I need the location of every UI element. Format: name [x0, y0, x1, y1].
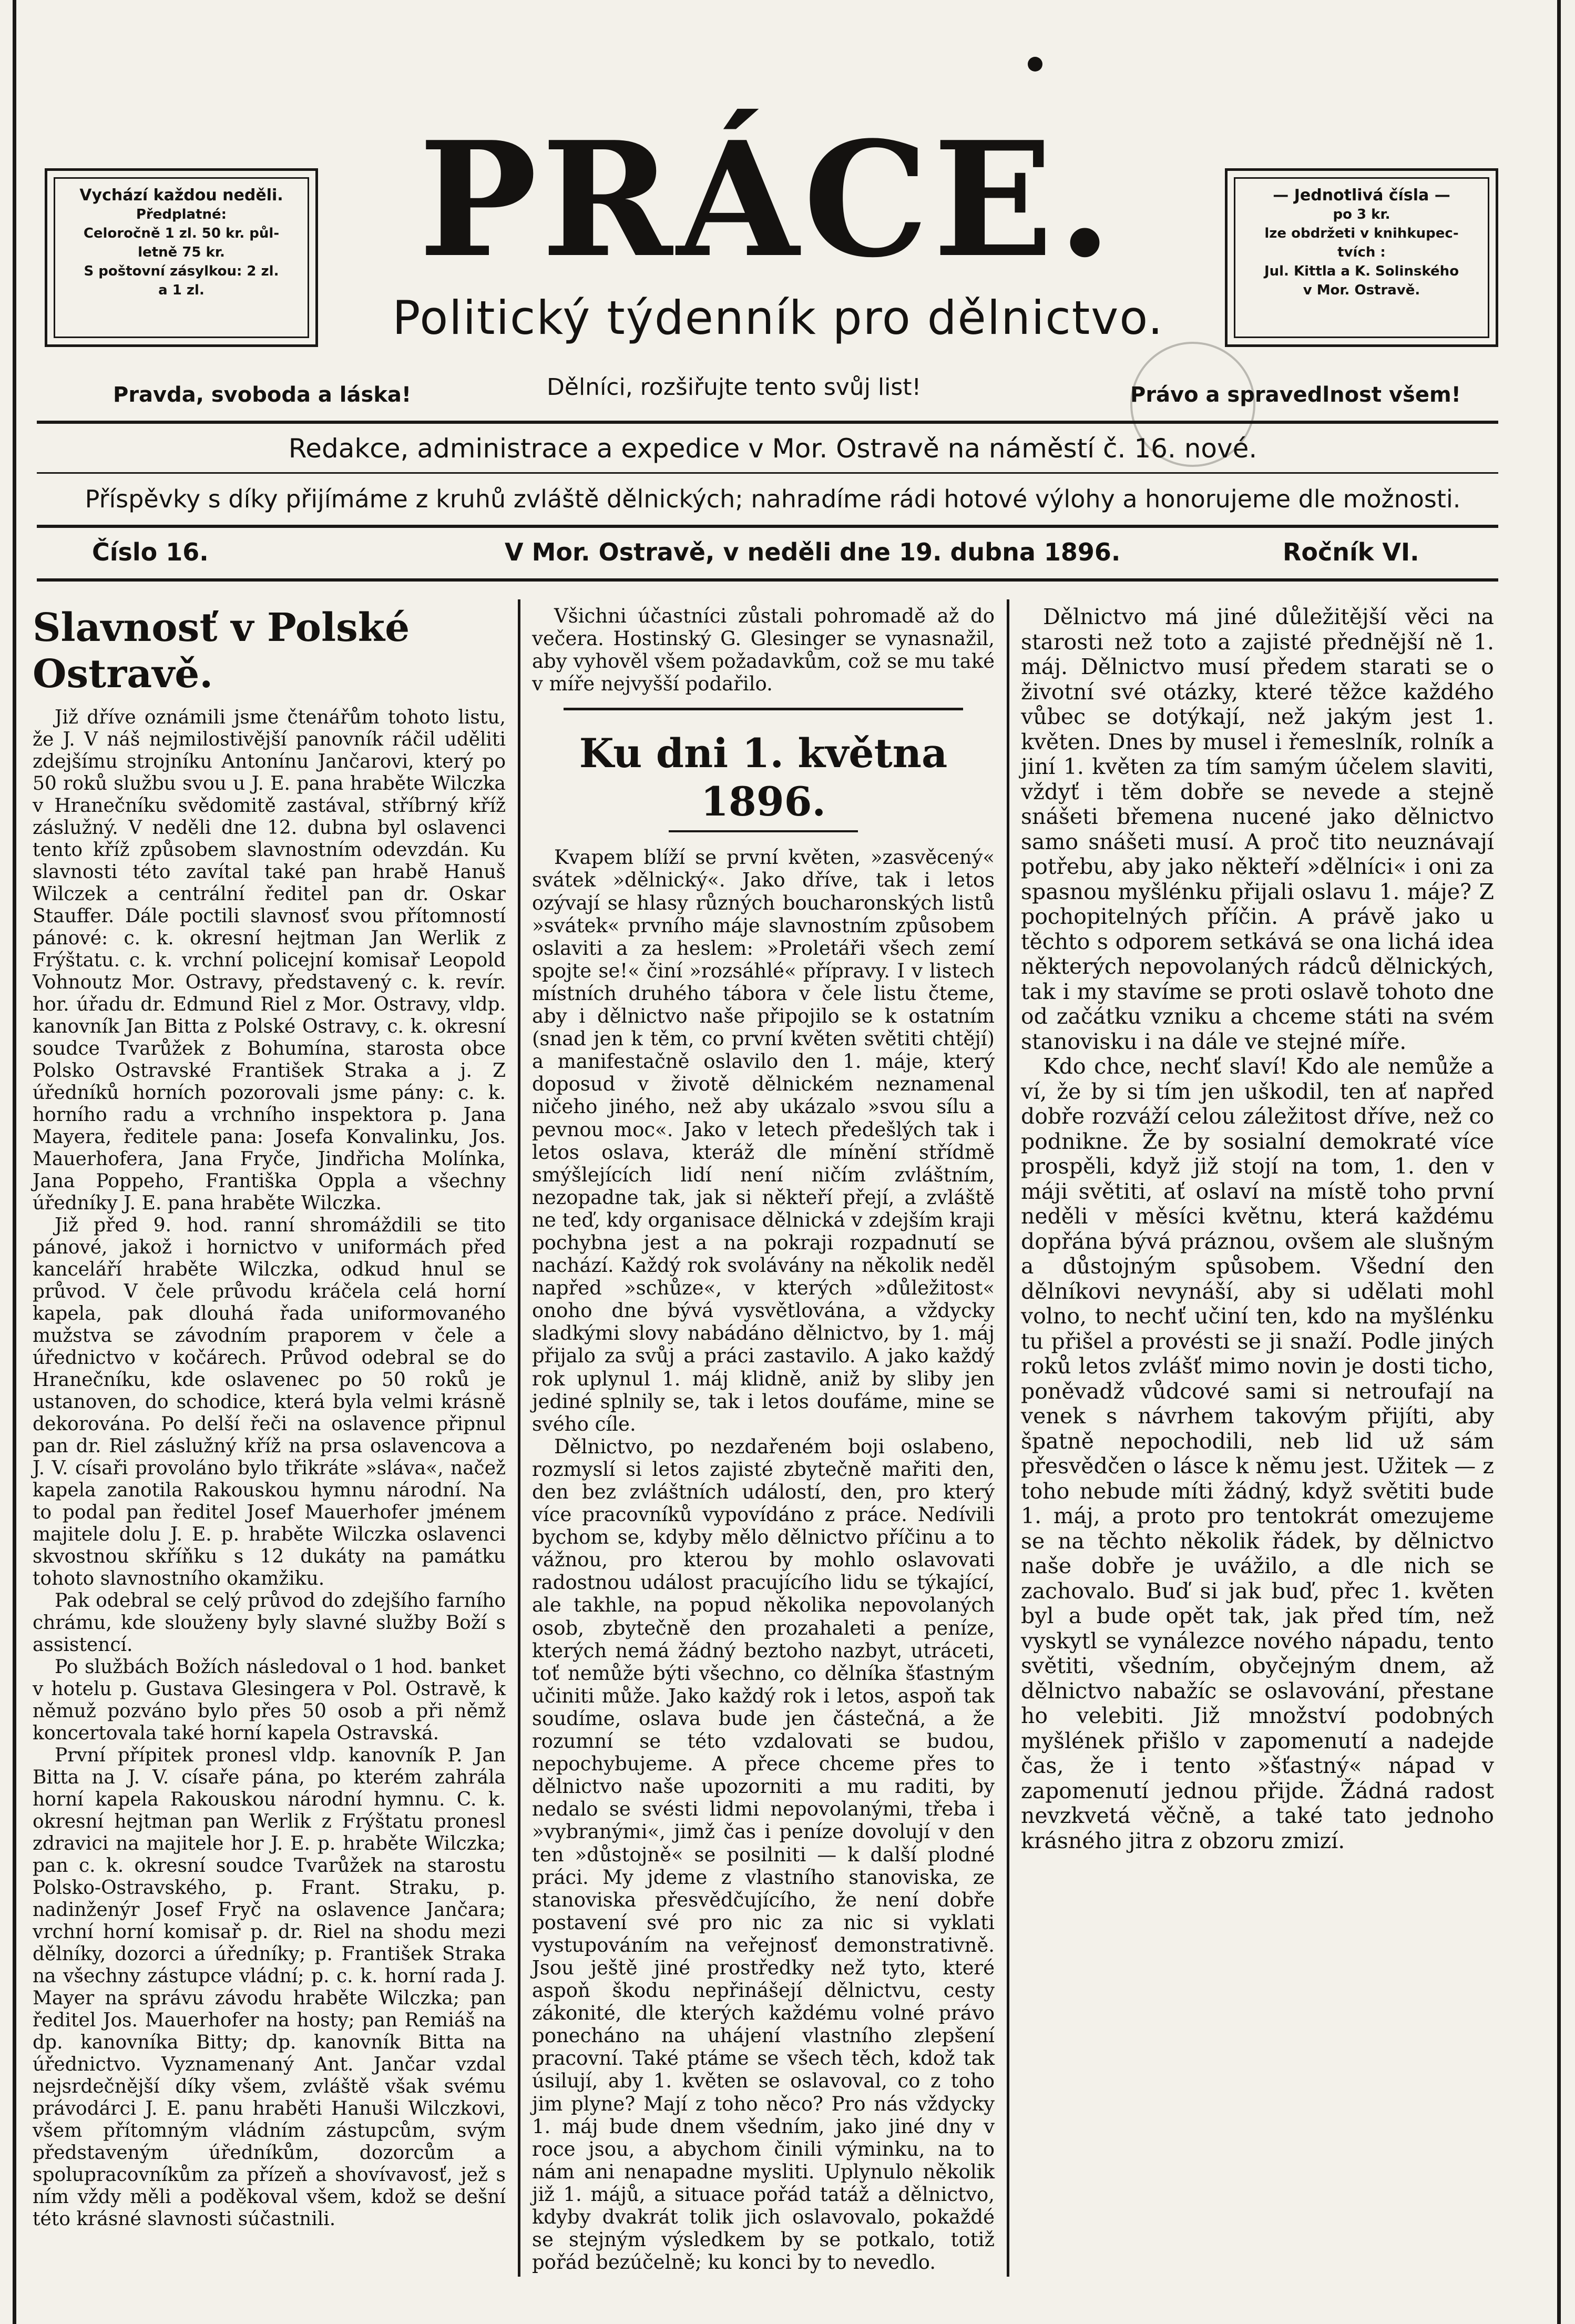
- single-copy-line: v Mor. Ostravě.: [1303, 282, 1420, 298]
- article-1-paragraph: Pak odebral se celý průvod do zdejšího farního chrámu, kde slouženy byly slavné služby Boží s assistencí.: [33, 1590, 506, 1656]
- article-1-paragraph: Všichni účastníci zůstali pohromadě až do večera. Hostinský G. Glesinger se vynasnažil, aby vyhověl všem požadavkům, což se mu také v míře nejvyšší podařilo.: [532, 605, 995, 696]
- column-divider: [518, 599, 520, 2277]
- column-1: [33, 605, 506, 2230]
- newspaper-title: PRÁCE.: [418, 107, 1117, 292]
- subscription-line: Celoročně 1 zl. 50 kr. půl-: [83, 226, 280, 241]
- subscription-box: [45, 168, 318, 347]
- article-2-title: Ku dni 1. května 1896.: [579, 730, 948, 825]
- issue-date: V Mor. Ostravě, v neděli dne 19. dubna 1896.: [505, 538, 1121, 566]
- single-copy-line: tvích :: [1337, 244, 1386, 260]
- article-1-paragraph: Po službách Božích následoval o 1 hod. banket v hotelu p. Gustava Glesingera v Pol. Ostravě, k němuž pozváno bylo přes 50 osob a při němž koncertovala také horní kapela Ostravská.: [33, 1656, 506, 1744]
- address-line: Redakce, administrace a expedice v Mor. Ostravě na náměstí č. 16. nové.: [288, 433, 1257, 464]
- right-border-line: [1557, 0, 1561, 2324]
- article-separator: [564, 708, 963, 710]
- column-2: [532, 605, 995, 2274]
- left-border-line: [13, 0, 16, 2324]
- issue-rule-bottom: [37, 578, 1498, 582]
- issue-rule-top: [37, 525, 1498, 528]
- ink-dot: [1028, 57, 1042, 72]
- article-1-paragraph: Již před 9. hod. ranní shromáždili se tito pánové, jakož i hornictvo v uniformách před kanceláří hraběte Wilczka, odkud hnul se průvod. V čele průvodu kráčela celá horní kapela, pak dlouhá řada uniformovaného mužstva se závodním praporem v čele a úřednictvo v kočárech. Průvod odebral se do Hranečníku, kde oslavenec po 50 roků je ustanoven, do schodice, která byla velmi krásně dekorována. Po delší řeči na oslavence připnul pan dr. Riel záslužný kříž na prsa oslavencova a J. V. císaři provoláno bylo třikráte »sláva«, načež kapela zanotila Rakouskou hymnu národní. Na to podal pan ředitel Josef Mauerhofer jménem majitele dolu J. E. p. hraběte Wilczka oslavenci skvostnou skříňku s 12 dukáty na památku tohoto slavnostního okamžiku.: [33, 1215, 506, 1589]
- column-3: [1021, 605, 1494, 1853]
- article-2-paragraph: Dělnictvo má jiné důležitější věci na starosti než toto a zajisté přednější ně 1. máj. Dělnictvo musí předem starati se o životní své otázky, které těžce každého vůbec se dotýkají, než jakým jest 1. květen. Dnes by musel i řemeslník, rolník a jiní 1. květen za tím samým účelem slaviti, vždyť i těm dobře se nevede a stejně snášeti břemena nucené jako dělnictvo samo snášeti musí. A proč tito neuznávají potřebu, aby jako někteří »dělníci« i oni za spasnou myšlénku přijali oslavu 1. máje? Z pochopitelných příčin. A právě jako u těchto s odporem setkává se ona lichá idea některých nepovolaných rádců dělnických, tak i my stavíme se proti oslavě tohoto dne od začátku vzniku a chceme státi na svém stanovisku i na dále ve stejné míře.: [1021, 604, 1494, 1054]
- motto-left: Pravda, svoboda a láska!: [113, 383, 412, 407]
- article-1-title: Slavnosť v Polské Ostravě.: [33, 605, 410, 697]
- article-2-paragraph: Kdo chce, nechť slaví! Kdo ale nemůže a ví, že by si tím jen uškodil, ten ať napřed dobře rozváží celou záležitost dříve, než co podnikne. Že by sosialní demokraté více prospěli, když již stojí na tom, 1. den v máji světiti, ať oslaví na místě toho první neděli v měsíci květnu, která každému dopřána bývá práznou, ovšem ale slušným a důstojným spůsobem. Všední den dělníkovi nevynáší, aby si udělati mohl volno, to nechť učiní ten, kdo na myšlénku tu přišel a provésti se ji snaží. Podle jiných roků letos zvlášť mimo novin je dosti ticho, poněvadž vůdcové sami si netroufají na venek s návrhem takovým přijíti, aby špatně nepochodili, neb lid už sám přesvědčen o lásce k němu jest. Užitek — z toho nebude míti žádný, když světiti bude 1. máj, a proto pro tentokrát omezujeme se na těchto několik řádek, by dělnictvo naše dobře je uvážilo, a dle nich se zachovalo. Buď si jak buď, přec 1. květen byl a bude opět tak, jak před tím, než vyskytl se vynálezce nového nápadu, tento světiti, všedním, obyčejným dnem, až dělnictvo nabažíc se oslavování, přestane ho velebiti. Již množství podobných myšlének přišlo v zapomenutí a nadejde čas, že i tento »šťastný« nápad v zapomenutí jednou přijde. Žádná radost nevzkvetá věčně, a také tato jednoho krásného jitra z obzoru zmizí.: [1021, 1054, 1494, 1853]
- subscription-line: Vychází každou neděli.: [79, 186, 283, 205]
- masthead-rule: [37, 421, 1498, 424]
- subscription-line: a 1 zl.: [158, 282, 204, 298]
- single-copy-box: [1225, 168, 1498, 347]
- single-copy-line: po 3 kr.: [1333, 207, 1390, 222]
- article-2-paragraph: Dělnictvo, po nezdařeném boji oslabeno, rozmyslí si letos zajisté zbytečně mařiti den, den bez zvláštních událostí, den, pro který více pracovníků vypovídáno z práce. Nedívili bychom se, kdyby mělo dělnictvo příčinu a to vážnou, pro kterou by mohlo oslavovati radostnou událost pracujícího lidu se týkající, ale takhle, na popud několika nepovolaných osob, zbytečně den prozahaleti a peníze, kterých nemá žádný beztoho nazbyt, utráceti, toť nemůže býti všechno, co dělníka šťastným učiniti může. Jako každý rok i letos, aspoň tak soudíme, oslava bude jen částečná, a že rozumní se této vzdalovati se budou, nepochybujeme. A přece chceme přes to dělnictvo naše upozorniti a mu raditi, by nedalo se svésti lidmi nepovolanými, třeba i »vybranými«, jimž čas i peníze dovolují v den ten »důstojně« se posilniti — k další plodné práci. My jdeme z vlastního stanoviska, ze stanoviska přesvědčujícího, že není dobře postavení své pro nic za nic si vyklati vystupováním na veřejnosť demonstrativně. Jsou ještě jiné prostředky než tyto, které aspoň škodu nepřinášejí dělnictvu, cesty zákonité, dle kterých každému volné právo ponecháno na uhájení vlastního zlepšení pracovní. Také ptáme se všech těch, kdož tak úsilují, aby 1. květen se oslavoval, co z toho jim plyne? Mají z toho něco? Pro nás vždycky 1. máj bude dnem všedním, jako jiné dny v roce jsou, a abychom činili výminku, na to nám ani nenapadne mysliti. Uplynulo několik již 1. májů, a situace pořád tatáž a dělnictvo, kdyby dvakrát tolik jich oslavovalo, pokaždé se stejným výsledkem by se potkalo, totiž pořád bezúčelně; ku konci by to nevedlo.: [532, 1435, 995, 2274]
- article-1-paragraph: Již dříve oznámili jsme čtenářům tohoto listu, že J. V náš nejmilostivější panovník ráčil uděliti zdejšímu strojníku Antonínu Jančarovi, který po 50 roků službu svou u J. E. pana hraběte Wilczka v Hranečníku svědomitě zastával, stříbrný kříž záslužný. V neděli dne 12. dubna byl oslavenci tento kříž způsobem slavnostním odevzdán. Ku slavnosti této zavítal také pan hrabě Hanuš Wilczek a centrální ředitel pan dr. Oskar Stauffer. Dále poctili slavnosť svou přítomností pánové: c. k. okresní hejtman Jan Werlik z Frýštatu. c. k. vrchní policejní komisař Leopold Vohnoutz Mor. Ostravy, představený c. k. revír. hor. úřadu dr. Edmund Riel z Mor. Ostravy, vldp. kanovník Jan Bitta z Polské Ostravy, c. k. okresní soudce Tvarůžek z Bohumína, starosta obce Polsko Ostravské František Straka a j. Z úředníků horních pozorovali jsme pány: c. k. horního radu a vrchního inspektora p. Jana Mayera, ředitele pana: Josefa Konvalinku, Jos. Mauerhofera, Jana Fryče, Jindřicha Molínka, Jana Poppeho, Františka Oppla a všechny úředníky J. E. pana hraběte Wilczka.: [33, 707, 506, 1214]
- address-rule: [37, 472, 1498, 474]
- subscription-line: letně 75 kr.: [138, 244, 225, 260]
- subscription-line: S poštovní zásylkou: 2 zl.: [84, 263, 279, 279]
- column-divider: [1007, 599, 1009, 2277]
- motto-center: Dělníci, rozšiřujte tento svůj list!: [547, 374, 922, 401]
- issue-volume: Ročník VI.: [1283, 538, 1419, 566]
- single-copy-line: lze obdržeti v knihkupec-: [1264, 226, 1459, 241]
- contributions-line: Příspěvky s díky přijímáme z kruhů zvláště dělnických; nahradíme rádi hotové výlohy a honorujeme dle možnosti.: [85, 485, 1461, 513]
- single-copy-line: Jul. Kittla a K. Solinského: [1264, 263, 1459, 279]
- issue-number: Číslo 16.: [92, 538, 209, 566]
- newspaper-subtitle: Politický týdenník pro dělnictvo.: [392, 291, 1164, 345]
- motto-right: Právo a spravedlnost všem!: [1130, 383, 1461, 407]
- title-underline: [669, 830, 858, 832]
- subscription-line: Předplatné:: [136, 207, 227, 222]
- article-2-paragraph: Kvapem blíží se první květen, »zasvěcený« svátek »dělnický«. Jako dříve, tak i letos ozývají se hlasy různých boucharonských listů »svátek« prvního máje slavnostním způsobem oslaviti a za heslem: »Proletáři všech zemí spojte se!« činí »rozsáhlé« přípravy. I v listech místních druhého tábora v čele listu čteme, aby i dělnictvo naše připojilo se k ostatním (snad jen k těm, co první květen světiti chtějí) a manifestačně oslavilo den 1. máje, který doposud v životě dělnickém neznamenal ničeho jiného, než aby ukázalo »svou sílu a pevnou moc«. Jako v letech předešlých tak i letos oslava, kteráž dle mínění střídmě smýšlejících lidí není ničím zvláštním, nezopadne tak, jak si někteří přejí, a zvláště ne teď, kdy organisace dělnická v zdejším kraji pochybna jest a na pokraji rozpadnutí se nachází. Každý rok svolávány na několik neděl napřed »schůze«, v kterých »důležitost« onoho dne bývá vysvětlována, a vždycky sladkými slovy nabádáno dělnictvo, by 1. máj přijalo za svůj a práci zastavilo. A jako každý rok uplynul 1. máj klidně, aniž by sliby jen jediné splnily se, tak i letos doufáme, mine se svého cíle.: [532, 846, 995, 1435]
- article-1-paragraph: První přípitek pronesl vldp. kanovník P. Jan Bitta na J. V. císaře pána, po kterém zahrála horní kapela Rakouskou národní hymnu. C. k. okresní hejtman pan Werlik z Frýštatu pronesl zdravici na majitele hor J. E. p. hraběte Wilczka; pan c. k. okresní soudce Tvarůžek na starostu Polsko-Ostravského, p. Frant. Straku, p. nadinženýr Josef Fryč na oslavence Jančara; vrchní horní komisař p. dr. Riel na shodu mezi dělníky, dozorci a úředníky; p. František Straka na všechny zástupce vládní; p. c. k. horní rada J. Mayer na správu závodu hraběte Wilczka; pan ředitel Jos. Mauerhofer na hosty; pan Remiáš na dp. kanovníka Bitty; dp. kanovník Bitta na úřednictvo. Vyznamenaný Ant. Jančar vzdal nejsrdečnější díky všem, zvláště však svému právodárci J. E. panu hraběti Hanuši Wilczkovi, všem přítomným vládním zástupcům, svým představeným úředníkům, dozorcům a spolupracovníkům za přízeň a shovívavosť, jež s ním vždy měli a poděkoval všem, kdož se dešní této krásné slavnosti súčastnili.: [33, 1745, 506, 2230]
- single-copy-line: — Jednotlivá čísla —: [1273, 186, 1450, 205]
